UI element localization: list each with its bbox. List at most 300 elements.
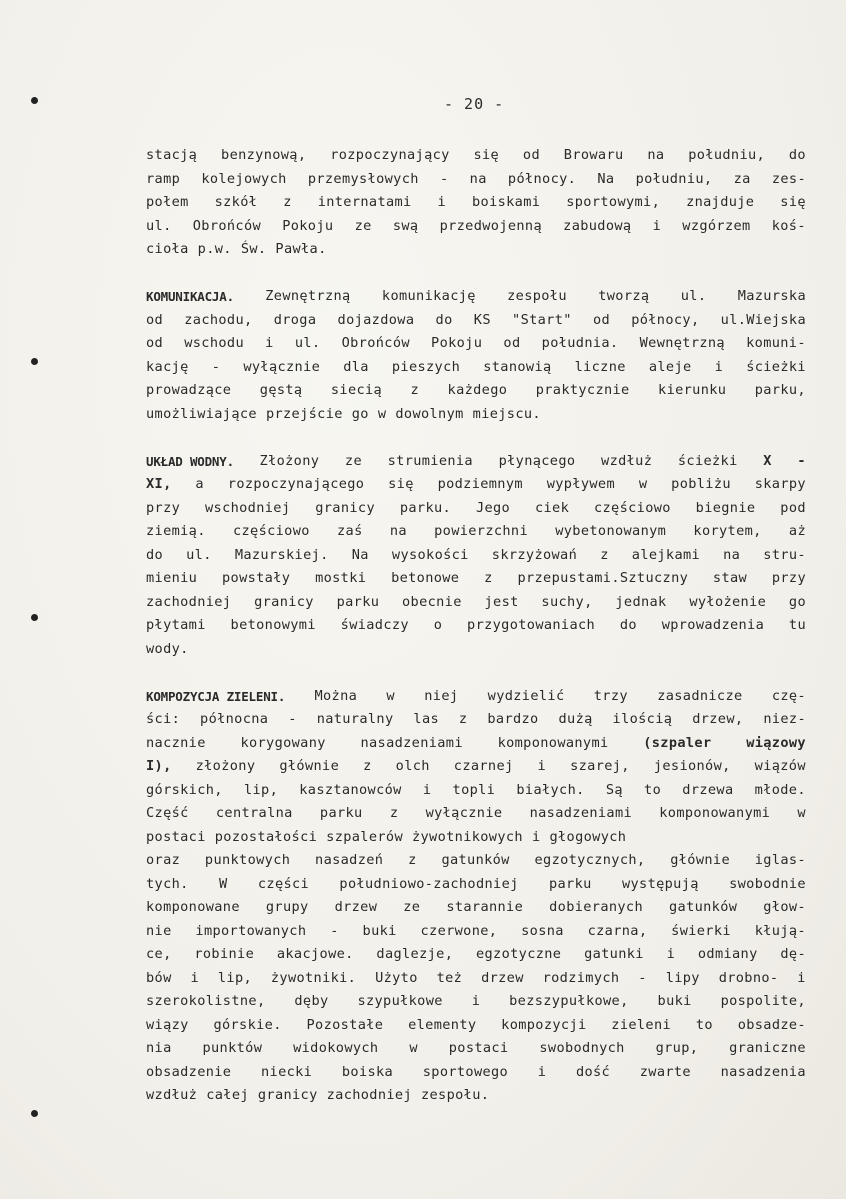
word: strumienia xyxy=(387,452,473,469)
text-line xyxy=(146,614,806,638)
word: Obrońców xyxy=(192,217,262,234)
word: pospolite, xyxy=(720,993,806,1009)
word: sportowego xyxy=(422,1063,509,1080)
word: elementy xyxy=(408,1016,477,1033)
word: go xyxy=(351,405,369,422)
word: obecnie xyxy=(402,593,462,610)
word: występują xyxy=(621,875,699,892)
word: Zewnętrzną xyxy=(265,288,351,304)
word: głównie xyxy=(670,852,730,868)
text-line xyxy=(146,732,806,756)
word: staw xyxy=(712,570,748,586)
word: pod xyxy=(780,499,806,516)
word: w xyxy=(377,405,387,422)
word: głogowych xyxy=(549,828,627,845)
word: powstały xyxy=(222,570,291,586)
text-line xyxy=(146,567,806,591)
word: niej xyxy=(424,687,459,704)
word: gatunki xyxy=(584,946,644,962)
word: nasadzeniami xyxy=(529,805,633,821)
text-line xyxy=(146,520,806,544)
word: wiązy xyxy=(146,1016,189,1033)
word: częściowo xyxy=(232,523,310,539)
word: w xyxy=(386,687,395,704)
word: Jego xyxy=(475,499,511,516)
word: kolejowych xyxy=(201,170,287,187)
word: postaci xyxy=(448,1040,509,1056)
word: i xyxy=(666,946,676,962)
word: szarej, xyxy=(570,758,630,774)
word: granicy xyxy=(257,1087,318,1103)
word: - xyxy=(211,358,221,375)
word: kierunku xyxy=(658,382,727,398)
word: importowanych xyxy=(195,922,307,939)
word: graniczne xyxy=(729,1040,806,1056)
word: - xyxy=(288,711,297,727)
word: na xyxy=(723,546,741,563)
word: ce, xyxy=(146,946,172,962)
text-line xyxy=(146,802,806,826)
word: dobieranych xyxy=(549,899,644,915)
word: nasadzeń xyxy=(315,852,384,868)
word: korygowany xyxy=(240,734,326,751)
word: zieleni xyxy=(611,1016,672,1033)
word: bezszypułkowe, xyxy=(509,993,629,1009)
word: - xyxy=(797,452,806,469)
text-line xyxy=(146,920,806,944)
word: białych. xyxy=(516,781,585,798)
text-line xyxy=(146,497,806,521)
word: Część xyxy=(146,805,189,821)
word: z xyxy=(283,194,292,210)
word: betonowymi xyxy=(230,617,316,633)
word: kłują- xyxy=(754,922,806,939)
word: dę- xyxy=(780,946,806,962)
word: to xyxy=(695,1016,713,1033)
text-line xyxy=(146,1084,806,1108)
word: centralna xyxy=(215,805,293,821)
word: głównie xyxy=(279,758,340,774)
word: od xyxy=(503,335,521,351)
word: aleje xyxy=(648,358,692,375)
word: grup, xyxy=(655,1040,699,1056)
word: ul. xyxy=(680,288,707,304)
word: kompozycji xyxy=(501,1016,587,1033)
word: olch xyxy=(395,758,430,774)
word: z xyxy=(600,546,609,563)
word: nacznie xyxy=(146,734,206,751)
word: nie xyxy=(146,922,172,939)
word: betonowe xyxy=(391,570,460,586)
word: i xyxy=(797,969,806,986)
word: ścieżki xyxy=(677,452,738,469)
word: do xyxy=(619,617,637,633)
word: alejkami xyxy=(631,546,701,563)
word: nasadzenia xyxy=(720,1063,806,1080)
word: bardzo xyxy=(487,711,539,727)
word: górskie. xyxy=(213,1016,282,1033)
word: umożliwiające xyxy=(146,405,257,422)
word: parku xyxy=(548,875,592,892)
word: kasztanowców xyxy=(299,781,402,798)
text-line xyxy=(146,638,806,662)
word: boiska xyxy=(341,1063,394,1080)
word: wysokości xyxy=(391,546,469,563)
word: z xyxy=(389,805,399,821)
text-line xyxy=(146,309,806,333)
word: trzy xyxy=(593,687,628,704)
word: żywotniki. xyxy=(270,969,357,986)
word: jesionów, xyxy=(653,758,731,774)
word: rozpoczynający xyxy=(330,147,450,163)
word: zes- xyxy=(771,170,806,187)
word: przy xyxy=(771,570,806,586)
word: buki xyxy=(362,922,397,939)
word: wiązów xyxy=(754,758,806,774)
word: wybetonowanym xyxy=(555,523,667,539)
word: biegnie xyxy=(695,499,756,516)
text-line xyxy=(146,356,806,380)
text-line xyxy=(146,332,806,356)
word: punktowych xyxy=(204,852,291,868)
word: suchy, xyxy=(541,593,593,610)
word: zespołu. xyxy=(420,1087,490,1103)
word: ciek xyxy=(534,499,570,516)
word: płynącego xyxy=(498,452,576,469)
text-line xyxy=(146,403,806,427)
word: wschodu xyxy=(184,335,244,351)
word: dojazdowa xyxy=(337,311,415,328)
word: i xyxy=(714,358,724,375)
word: niez- xyxy=(763,711,806,727)
word: ze xyxy=(403,899,421,915)
word: i xyxy=(190,969,200,986)
word: w xyxy=(638,476,648,492)
word: daglezje, xyxy=(376,946,454,962)
word: komunikację xyxy=(381,288,476,304)
word: dęby xyxy=(294,993,329,1009)
word: wyłącznie xyxy=(425,805,503,821)
word: gatunków xyxy=(441,852,510,868)
word: górskich, xyxy=(146,781,223,798)
text-line xyxy=(146,168,806,192)
word: postaci xyxy=(146,828,206,845)
word: mieniu xyxy=(146,570,198,586)
word: parku, xyxy=(754,382,806,398)
word: czę- xyxy=(771,687,806,704)
word: iglas- xyxy=(754,852,806,868)
word: nasadzeniami xyxy=(360,734,463,751)
text-line xyxy=(146,473,806,497)
word: granicy xyxy=(315,499,375,516)
word: komuni- xyxy=(746,335,806,351)
section-heading: KOMUNIKACJA. xyxy=(146,289,234,304)
word: z xyxy=(458,711,468,727)
word: zabudową xyxy=(563,217,632,234)
word: się xyxy=(780,194,806,210)
word: się xyxy=(473,147,500,163)
word: czerwone, xyxy=(420,922,498,939)
paragraph-gap xyxy=(146,661,806,685)
word: i xyxy=(471,993,481,1009)
word: z xyxy=(363,758,372,774)
word: pieszych xyxy=(391,358,461,375)
word: szypułkowe xyxy=(357,993,443,1009)
word: I), xyxy=(146,758,172,774)
word: Mazurskiej. xyxy=(234,546,329,563)
word: południa. xyxy=(541,335,619,351)
word: północy. xyxy=(507,170,577,187)
word: przy xyxy=(146,499,181,516)
word: p.w. xyxy=(197,241,232,257)
word: go xyxy=(788,593,806,610)
word: lip, xyxy=(217,969,253,986)
word: młode. xyxy=(754,781,806,798)
word: zwarte xyxy=(639,1063,691,1080)
word: zasadnicze xyxy=(657,687,743,704)
word: Są xyxy=(605,781,623,798)
text-line xyxy=(146,708,806,732)
word: stacją xyxy=(146,147,198,163)
word: Obrońców xyxy=(341,335,410,351)
word: kację xyxy=(146,358,189,375)
word: swobodnych xyxy=(539,1040,625,1056)
body-text xyxy=(146,144,806,1108)
word: - xyxy=(439,170,449,187)
word: skrzyżowań xyxy=(491,546,578,563)
word: pozostałości xyxy=(214,828,318,845)
word: sosna xyxy=(521,922,564,939)
word: za xyxy=(733,170,751,187)
word: a xyxy=(195,476,204,492)
word: lip, xyxy=(243,781,279,798)
word: sportowymi, xyxy=(566,194,661,210)
text-line xyxy=(146,967,806,991)
word: na xyxy=(469,170,487,187)
word: do xyxy=(788,147,806,163)
word: Można xyxy=(314,687,358,704)
word: miejscu. xyxy=(472,405,541,422)
word: wyłożenie xyxy=(689,593,767,610)
word: obsadzenie xyxy=(146,1063,232,1080)
word: świadczy xyxy=(340,617,409,633)
word: tych. xyxy=(146,875,189,892)
word: - xyxy=(330,922,339,939)
word: mostki xyxy=(315,570,367,586)
word: do xyxy=(146,546,164,563)
word: ul. xyxy=(146,217,172,234)
word: siecią xyxy=(330,382,383,398)
word: się xyxy=(388,476,414,492)
word: benzynową, xyxy=(221,147,307,163)
word: szerokolistne, xyxy=(146,993,266,1009)
text-line xyxy=(146,755,806,779)
word: stru- xyxy=(763,546,806,563)
word: Użyto xyxy=(375,969,418,986)
word: czarnej xyxy=(453,758,514,774)
word: drzew, xyxy=(692,711,744,727)
word: granicy xyxy=(254,593,314,610)
word: podziemnym xyxy=(437,476,523,492)
word: Złożony xyxy=(259,452,320,469)
word: drobno- xyxy=(718,969,779,986)
word: i xyxy=(437,194,447,210)
word: prowadzące xyxy=(146,382,232,398)
word: na xyxy=(389,523,407,539)
word: od xyxy=(146,311,164,328)
word: liczne xyxy=(574,358,626,375)
word: gęstą xyxy=(259,382,303,398)
word: komponowanymi xyxy=(659,805,771,821)
word: wzdłuż xyxy=(146,1087,198,1103)
word: południu, xyxy=(688,147,766,163)
word: parku xyxy=(319,805,363,821)
word: egzotyczne xyxy=(475,946,562,962)
word: z xyxy=(408,852,417,868)
word: topli xyxy=(452,781,496,798)
punch-hole-icon xyxy=(31,1110,38,1117)
word: od xyxy=(522,147,540,163)
word: dowolnym xyxy=(395,405,464,422)
word: komponowanymi xyxy=(497,734,609,751)
text-line xyxy=(146,849,806,873)
text-line xyxy=(146,450,806,474)
word: jest xyxy=(484,593,519,610)
text-line xyxy=(146,238,806,262)
punch-hole-icon xyxy=(31,97,38,104)
word: Św. xyxy=(240,241,267,257)
text-line xyxy=(146,191,806,215)
word: parku. xyxy=(399,499,452,516)
word: ul. xyxy=(186,546,212,563)
word: drzew xyxy=(481,969,524,986)
word: wschodniej xyxy=(205,499,291,516)
word: oraz xyxy=(146,852,181,868)
word: niecki xyxy=(261,1063,313,1080)
word: KS xyxy=(473,311,491,328)
text-line xyxy=(146,826,806,850)
word: wydzielić xyxy=(487,687,565,704)
word: - xyxy=(638,969,647,986)
word: przedwojenną xyxy=(439,217,542,234)
word: droga xyxy=(273,311,317,328)
word: Pawła. xyxy=(275,241,327,257)
word: Pozostałe xyxy=(306,1016,384,1033)
word: przepustami.Sztuczny xyxy=(517,570,689,586)
word: i xyxy=(652,217,662,234)
word: naturalny xyxy=(316,711,394,727)
word: ul. xyxy=(294,335,321,351)
word: cioła xyxy=(146,241,189,257)
word: odmiany xyxy=(697,946,758,962)
text-line xyxy=(146,685,806,709)
word: ze xyxy=(344,452,362,469)
word: Pokoju xyxy=(282,217,334,234)
word: wiązowy xyxy=(746,734,806,751)
word: gatunków xyxy=(669,899,738,915)
word: południu, xyxy=(635,170,713,187)
word: ze xyxy=(354,217,372,234)
word: każdego xyxy=(447,382,508,398)
text-line xyxy=(146,779,806,803)
word: i xyxy=(537,758,547,774)
word: ul.Wiejska xyxy=(720,311,806,328)
word: X xyxy=(763,452,772,469)
text-line xyxy=(146,873,806,897)
word: jednak xyxy=(615,593,667,610)
word: korytem, xyxy=(693,523,762,539)
word: boiskami xyxy=(472,194,541,210)
text-line xyxy=(146,285,806,309)
word: (szpaler xyxy=(643,734,712,751)
word: ilością xyxy=(612,711,673,727)
word: lipy xyxy=(665,969,700,986)
word: na xyxy=(647,147,665,163)
word: w xyxy=(797,805,806,821)
word: czarna, xyxy=(587,922,648,939)
word: zespołu xyxy=(507,288,567,304)
word: od xyxy=(592,311,611,328)
word: dla xyxy=(343,358,369,375)
word: rodzimych xyxy=(542,969,620,986)
word: części xyxy=(257,875,310,892)
word: nia xyxy=(146,1040,172,1056)
word: buki xyxy=(657,993,692,1009)
word: pobliżu xyxy=(671,476,731,492)
word: od xyxy=(146,335,164,351)
word: rozpoczynającego xyxy=(227,476,365,492)
paragraph-gap xyxy=(146,426,806,450)
word: Wewnętrzną xyxy=(639,335,725,351)
word: ści: xyxy=(146,711,181,727)
word: koś- xyxy=(771,217,806,234)
word: i xyxy=(537,1063,547,1080)
word: tu xyxy=(788,617,806,633)
word: połem xyxy=(146,194,189,210)
word: punktów xyxy=(202,1040,263,1056)
text-line xyxy=(146,1014,806,1038)
word: skarpy xyxy=(754,476,806,492)
word: aż xyxy=(788,523,806,539)
word: północy, xyxy=(631,311,700,328)
word: zachodu, xyxy=(184,311,253,328)
word: XI, xyxy=(146,476,172,492)
word: północna xyxy=(200,711,269,727)
word: ziemią. xyxy=(146,523,206,539)
word: stanowią xyxy=(483,358,552,375)
word: zaś xyxy=(337,523,363,539)
word: grupy xyxy=(265,899,309,915)
word: swą xyxy=(392,217,419,234)
word: internatami xyxy=(317,194,412,210)
word: komponowane xyxy=(146,899,240,915)
word: przemysłowych xyxy=(307,170,419,187)
text-line xyxy=(146,379,806,403)
word: szpalerów xyxy=(326,828,403,845)
word: praktycznie xyxy=(535,382,630,398)
word: świerki xyxy=(671,922,731,939)
word: robinie xyxy=(194,946,255,962)
word: tworzą xyxy=(598,288,650,304)
word: egzotycznych, xyxy=(534,852,646,868)
word: południowo-zachodniej xyxy=(339,875,519,892)
word: W xyxy=(219,875,228,892)
word: też xyxy=(436,969,463,986)
word: zachodniej xyxy=(326,1087,412,1103)
word: starannie xyxy=(446,899,524,915)
word: zachodniej xyxy=(146,593,232,610)
text-line xyxy=(146,943,806,967)
